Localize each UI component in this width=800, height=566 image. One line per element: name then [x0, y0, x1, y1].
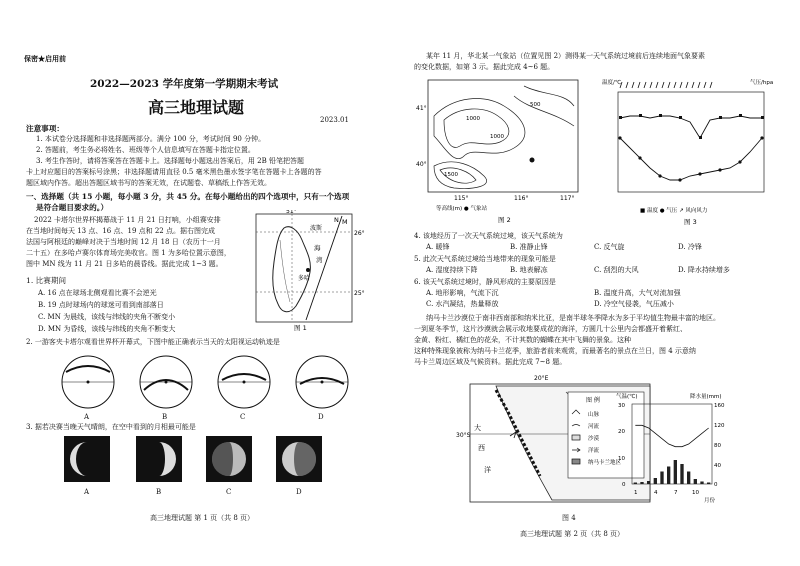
precip-bar — [660, 472, 663, 485]
moon-phase-d — [276, 436, 322, 482]
fig2-contour-map — [414, 76, 584, 226]
intro-line: 图中 MN 线为 11 月 21 日多哈的晨昏线。据此完成 1~3 题。 — [26, 260, 223, 268]
temperature-line — [635, 425, 708, 446]
fig2-contour-label: 1500 — [444, 172, 458, 178]
fig3-ylabel-pressure: 气压/hpa — [750, 80, 774, 86]
fig4-legend-title: 图 例 — [586, 397, 600, 404]
map1-label-sea: 海 — [314, 244, 321, 252]
sun-path-d — [296, 356, 348, 408]
climate-left-tick: 10 — [618, 456, 625, 462]
option: D. 降水持续增多 — [678, 266, 730, 274]
intro-line: 在当地时间每天 13 点、16 点、19 点和 22 点。据右图完成 — [26, 227, 215, 235]
precip-bar — [634, 483, 637, 485]
climate-right-tick: 0 — [714, 482, 718, 488]
option: C. 水汽凝结，热量释放 — [426, 300, 499, 308]
fig2-legend: 等高线(m) ● 气象站 — [436, 206, 487, 212]
precip-bar — [647, 481, 650, 484]
fig4-lon-20e: 20°E — [534, 375, 549, 382]
option: D. 冷空气侵袭，气压减小 — [594, 300, 674, 308]
sun-label-c: C — [240, 413, 246, 421]
option: A. 地形影响，气流下沉 — [426, 289, 499, 297]
intro-line: 二十五）在多哈卢赛尔体育场完美收官。图 1 为多哈位置示意图， — [26, 249, 231, 257]
intro-line: 法国与阿根廷的巅峰对决于当地时间 12 月 18 日（农历十一月 — [26, 238, 221, 246]
question-5: 5. 此次天气系统过境给当地带来的现象可能是 — [414, 255, 556, 263]
moon-label-b: B — [156, 488, 162, 496]
passage-line: 纳马卡兰沙漠位于南非西南部和纳米比亚，是南半球冬季降水为多于平均值生物最丰富的地区。 — [426, 314, 720, 322]
fig2-lat-40: 40° — [416, 161, 427, 168]
option: A. 湿度持续下降 — [426, 266, 478, 274]
fig3-caption: 图 3 — [684, 218, 697, 226]
footer-left: 高三地理试题 第 1 页（共 8 页） — [150, 514, 255, 522]
exam-title: 2022—2023 学年度第一学期期末考试 — [90, 78, 279, 90]
precip-bar — [654, 478, 657, 484]
question-4: 4. 该地经历了一次天气系统过境，该天气系统为 — [414, 232, 563, 240]
climate-ylabel-temp: 气温(℃) — [616, 394, 638, 400]
subject-title: 高三地理试题 — [148, 98, 245, 117]
climate-x-tick: 7 — [674, 490, 678, 496]
note-line: 2. 答题前，考生务必将姓名、班级等个人信息填写在答题卡指定位置。 — [36, 146, 255, 154]
climate-ylabel-precip: 降水量(mm) — [690, 394, 722, 400]
sun-path-b — [140, 356, 192, 408]
passage-line: 金黄、粉红、橘红色的花朵，不计其数的蝴蝶在其中飞舞的景象。这种 — [414, 336, 631, 344]
precip-bar — [707, 483, 710, 485]
passage-line: 一到夏冬季节，这片沙漠就会展示收地要成花的海洋，方圆几十公里内会都盛开着紫红、 — [414, 325, 687, 333]
fig2-caption: 图 2 — [498, 216, 511, 224]
sun-label-b: B — [162, 413, 168, 421]
option: A. 16 点在球场北侧观看比赛不会逆光 — [38, 289, 157, 297]
option: B. 温度升高，大气对流加强 — [594, 289, 681, 297]
precip-bar — [700, 482, 703, 485]
option: D. 冷锋 — [678, 243, 702, 251]
sun-path-a — [62, 356, 114, 408]
option: C. 刮烈的大风 — [594, 266, 639, 274]
notes-title: 注意事项： — [26, 124, 64, 133]
fig3-weather-chart — [600, 76, 786, 226]
climate-left-tick: 0 — [622, 482, 626, 488]
moon-label-d: D — [296, 488, 302, 496]
map1-label-persian: 波斯 — [310, 225, 323, 232]
question-2: 2. 一游客夹卡塔尔观看世界杯开幕式，下图中能正确表示当天的太阳视运动轨迹是 — [26, 338, 280, 346]
fig4-ocean-3: 洋 — [484, 466, 491, 474]
note-line: 卡上对应题目的答案标号涂黑；非选择题请用直径 0.5 毫米黑色墨水签字笔在答题卡上各题的答 — [26, 168, 322, 176]
fig4-legend-item: 洋流 — [588, 448, 600, 454]
passage-line: 这种特殊现象被称为纳马卡兰花季，旅游者前来观赏，而最著名的景点在兰日，图 4 示意纳 — [414, 347, 696, 355]
footer-right: 高三地理试题 第 2 页（共 8 页） — [520, 530, 625, 538]
fig2-contour-label: 1000 — [466, 116, 480, 122]
fig2-lat-41: 41° — [416, 105, 427, 112]
precip-bar — [667, 467, 670, 485]
moon-phase-a — [64, 436, 110, 482]
climate-x-tick: 4 — [654, 490, 658, 496]
fig3-ylabel-temp: 温度/℃ — [602, 80, 622, 86]
option: D. MN 为昏线，该线与纬线的夹角不断变大 — [38, 325, 176, 333]
climate-x-unit: 月份 — [704, 498, 716, 504]
fig4-legend-item: 河流 — [588, 424, 600, 430]
fig4-ocean-1: 大 — [474, 424, 481, 432]
map1-label-doha: 多哈 — [298, 275, 311, 282]
map1-lat-25: 25° — [354, 290, 365, 297]
map1-lon-51: 51° — [286, 210, 297, 215]
climate-right-tick: 120 — [714, 423, 725, 429]
map1-label-m: M — [342, 218, 348, 226]
moon-label-a: A — [84, 488, 90, 496]
doha-location-map — [250, 210, 365, 332]
passage-line: 马卡兰周边区域及气候资料。据此完成 7~8 题。 — [414, 358, 567, 366]
fig2-contour-label: 1000 — [490, 134, 504, 140]
question-6: 6. 该天气系统过境时，静风形成的主要原因是 — [414, 278, 556, 286]
climate-right-tick: 40 — [714, 463, 721, 469]
option: C. MN 为晨线，该线与纬线的夹角不断变小 — [38, 313, 176, 321]
question-1: 1. 比赛期间 — [26, 276, 67, 285]
climate-chart — [614, 392, 734, 504]
map1-label-n: N — [334, 216, 339, 224]
sun-path-diagrams — [58, 350, 358, 416]
note-line: 题区域内作答。超出答题区域书写的答案无效，在试题卷、草稿纸上作答无效。 — [26, 179, 271, 187]
intro-line: 的变化数据，如第 3 示。据此完成 4~6 题。 — [414, 63, 555, 71]
fig4-lat-30s: 30°S — [456, 432, 471, 439]
fig4-caption: 图 4 — [562, 514, 576, 522]
fig2-lon-116: 116° — [514, 195, 529, 202]
secret-label: 保密★启用前 — [24, 54, 66, 63]
fig4-legend-item: 山脉 — [588, 412, 600, 418]
fig3-legend: ■ 温度 ● 气压 ↗ 风向风力 — [640, 208, 708, 214]
fig2-lon-115: 115° — [454, 195, 469, 202]
climate-left-tick: 20 — [618, 429, 625, 435]
fig4-legend-item: 纳马卡兰地区 — [588, 460, 622, 466]
exam-date: 2023.01 — [320, 116, 349, 124]
option: C. 反气旋 — [594, 243, 625, 251]
sun-path-c — [218, 356, 270, 408]
sun-label-d: D — [318, 413, 324, 421]
precip-bar — [687, 472, 690, 485]
option: B. 准静止锋 — [510, 243, 548, 251]
option: A. 暖锋 — [426, 243, 450, 251]
climate-x-tick: 1 — [634, 490, 638, 496]
page-right — [400, 0, 800, 566]
section1-heading: 是符合题目要求的。） — [36, 203, 109, 212]
fig2-contour-label: 500 — [530, 102, 541, 108]
fig2-lon-117: 117° — [560, 195, 575, 202]
intro-line: 某年 11 月，华北某一气象站（位置见图 2）测得某一天气系统过境前后连续地面气象要素 — [426, 52, 706, 60]
fig4-legend-item: 沙漠 — [588, 436, 600, 442]
map1-lat-26: 26° — [354, 230, 365, 237]
moon-phase-c — [206, 436, 252, 482]
note-line: 1. 本试卷分选择题和非选择题两部分。满分 100 分，考试时间 90 分钟。 — [36, 135, 266, 143]
option: B. 19 点时球场内的球迷可看到南部落日 — [38, 301, 164, 309]
option: B. 地表解冻 — [510, 266, 548, 274]
note-line: 3. 考生作答时，请将答案答在答题卡上。选择题每小题选出答案后，用 2B 铅笔把答题 — [36, 157, 304, 165]
section1-heading: 一、选择题（共 15 小题，每小题 3 分，共 45 分。在每小题给出的四个选项中，只有一个选项 — [26, 192, 350, 201]
climate-right-tick: 80 — [714, 443, 721, 449]
map1-label-gulf: 湾 — [316, 256, 323, 264]
intro-line: 2022 卡塔尔世界杯揭幕战于 11 月 21 日打响，小组赛安排 — [34, 216, 221, 224]
sun-label-a: A — [84, 413, 90, 421]
climate-right-tick: 160 — [714, 403, 725, 409]
fig4-ocean-2: 西 — [478, 444, 485, 452]
climate-left-tick: 30 — [618, 403, 625, 409]
precip-bar — [674, 460, 677, 484]
precip-bar — [694, 479, 697, 484]
climate-x-tick: 10 — [692, 490, 699, 496]
moon-phase-b — [136, 436, 182, 482]
precip-bar — [680, 464, 683, 484]
question-3: 3. 据若决赛当晚天气晴朗，在空中看到的月相最可能是 — [26, 423, 196, 431]
map1-caption: 图 1 — [294, 324, 307, 332]
precip-bar — [640, 482, 643, 484]
moon-label-c: C — [226, 488, 232, 496]
